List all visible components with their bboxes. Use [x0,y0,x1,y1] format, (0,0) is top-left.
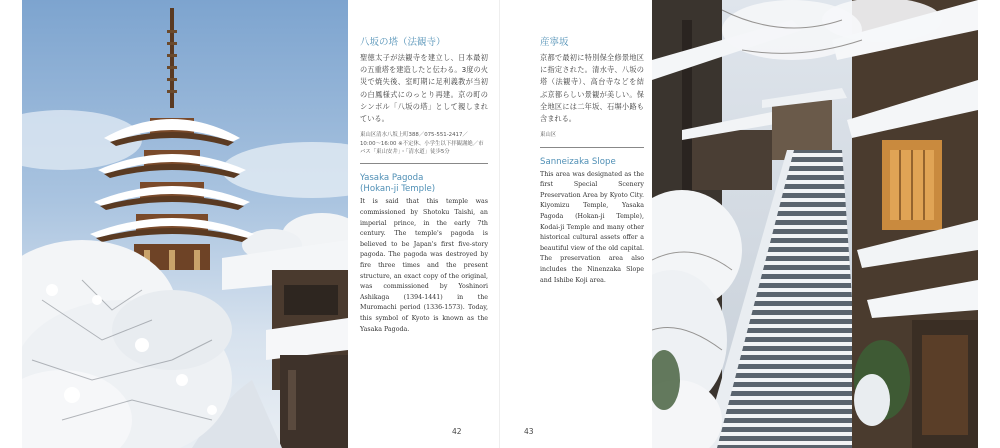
stairway-photo-illustration [652,0,978,448]
sanneizaka-ja-info: 東山区 [540,132,557,139]
stairway-photo [652,0,978,448]
page-number-left: 42 [452,427,462,436]
yasaka-en-title [360,173,488,195]
yasaka-ja-info: 東山区清水八坂上町388／075-551-2417／10:00〜16:00 ※不定休、小学生以下拝観謝絶／市バス「東山安井」・「清水道」徒歩5分 [360,132,484,156]
section-divider-right [540,147,644,148]
sanneizaka-ja-body: 京都で最初に特別保全修景地区に指定された。清水寺、八坂の塔（法観寺）、高台寺などを結ぶ京都らしい景観が美しい。保全地区には二年坂、石塀小路も含まれる。 [540,53,644,124]
yasaka-en-body: It is said that this temple was commissioned by Shotoku Taishi, an imperial prince, in the early 7th century. The temple's pagoda is believed to be Japan's first five-story pagoda. The pagoda was destroyed by fire three times and the present structure, an exact copy of the original, was commissioned by Yoshinori Ashikaga (1394-1441) in the Muromachi period (1336-1573). Today, this symbol of Kyoto is known as the Yasaka Pagoda. [360,198,488,333]
page-number-right: 43 [524,427,534,436]
sanneizaka-section [540,36,644,286]
section-divider [360,163,488,164]
pagoda-photo [22,0,348,448]
sanneizaka-en-title: Sanneizaka Slope [540,156,616,167]
yasaka-en-title-line1: Yasaka Pagoda [360,173,424,184]
left-text-page [348,0,500,448]
yasaka-ja-title: 八坂の塔（法観寺） [360,37,446,48]
yasaka-ja-body: 聖徳太子が法観寺を建立し、日本最初の五重塔を建造したと伝わる。3度の火災で焼失後、室町期に足利義教が当初の白鳳様式にのっとり再建。京の町のシンボル「八坂の塔」として親しまれている。 [360,53,488,124]
yasaka-en-title-line2: (Hokan-ji Temple) [360,184,436,195]
pagoda-photo-illustration [22,0,348,448]
sanneizaka-ja-title: 産寧坂 [540,37,569,48]
sanneizaka-en-body: This area was designated as the first Special Scenery Preservation Area by Kyoto City. Kiyomizu Temple, Yasaka Pagoda (Hokan-ji Temple), Kodai-ji Temple and many other historical cultural assets offer a beautiful view of the old capital. The preservation area also includes the Ninenzaka Slope and Ishibe Koji area. [540,170,644,284]
right-text-page [500,0,652,448]
yasaka-section [360,36,488,335]
